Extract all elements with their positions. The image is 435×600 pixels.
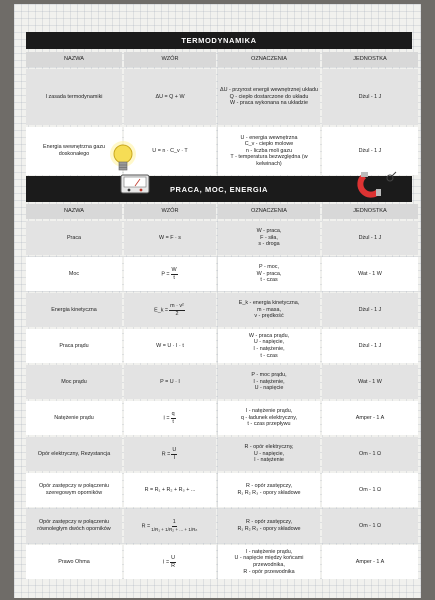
table-row <box>26 545 418 579</box>
denominator: t <box>173 274 175 281</box>
cell-formula: W = U · I · t <box>124 329 216 363</box>
cell-formula <box>124 545 216 579</box>
cell-notation: R - opór zastępczy, R₁ R₂ R₃ - opory składowe <box>218 473 320 507</box>
cell-unit: Om - 1 Ω <box>322 437 418 471</box>
col-header-name: NAZWA <box>26 204 122 219</box>
cell-notation: I - natężenie prądu, U - napięcie między końcami przewodnika, R - opór przewodnika <box>218 545 320 579</box>
cell-unit: Wat - 1 W <box>322 257 418 291</box>
table-row <box>26 509 418 543</box>
col-header-unit: JEDNOSTKA <box>322 52 418 67</box>
denominator: 1/R₁ + 1/R₂ + ... + 1/Rₙ <box>151 526 198 532</box>
formula-lhs: E_k = <box>154 307 169 314</box>
cell-notation: E_k - energia kinetyczna, m - masa, v - prędkość <box>218 293 320 327</box>
cell-name: Prawo Ohma <box>26 545 122 579</box>
table-row <box>26 257 418 291</box>
fraction <box>171 411 176 425</box>
cell-unit: Om - 1 Ω <box>322 473 418 507</box>
cell-unit: Amper - 1 A <box>322 401 418 435</box>
numerator: U <box>171 554 176 561</box>
cell-name: Praca <box>26 221 122 255</box>
cell-formula: ΔU = Q + W <box>124 69 216 125</box>
cell-formula: W = F · s <box>124 221 216 255</box>
denominator: 2 <box>175 310 179 317</box>
cell-notation: I - natężenie prądu, q - ładunek elektryczny, t - czas przepływu <box>218 401 320 435</box>
numerator: m · v² <box>170 302 184 309</box>
cell-notation: R - opór elektryczny, U - napięcie, I - natężenie <box>218 437 320 471</box>
cell-name: Moc prądu <box>26 365 122 399</box>
cell-formula <box>124 293 216 327</box>
numerator: 1 <box>172 518 176 525</box>
table-row <box>26 293 418 327</box>
formula-lhs: R = <box>161 451 171 458</box>
cell-formula <box>124 401 216 435</box>
table-row <box>26 473 418 507</box>
table-row <box>26 401 418 435</box>
cell-name: Energia kinetyczna <box>26 293 122 327</box>
col-header-formula: WZÓR <box>124 52 216 67</box>
notebook-page <box>14 4 421 598</box>
table-row <box>26 365 418 399</box>
work-power-energy-table <box>24 202 420 581</box>
numerator: W <box>171 266 177 273</box>
cell-unit: Dżul - 1 J <box>322 127 418 175</box>
cell-unit: Dżul - 1 J <box>322 69 418 125</box>
denominator: t <box>172 418 174 425</box>
cell-formula <box>124 509 216 543</box>
denominator: R <box>171 562 176 569</box>
cell-name: I zasada termodynamiki <box>26 69 122 125</box>
section-title-thermodynamics: TERMODYNAMIKA <box>26 32 412 49</box>
cell-unit: Dżul - 1 J <box>322 293 418 327</box>
cell-formula <box>124 257 216 291</box>
formula-lhs: I = <box>163 415 170 422</box>
cell-notation: W - praca prądu, U - napięcie, I - natężenie, t - czas <box>218 329 320 363</box>
fraction <box>169 303 185 317</box>
cell-notation: ΔU - przyrost energii wewnętrznej układu Q - ciepło dostarczone do układu W - praca wykonana na układzie <box>218 69 320 125</box>
cell-name: Moc <box>26 257 122 291</box>
col-header-name: NAZWA <box>26 52 122 67</box>
cell-unit: Wat - 1 W <box>322 365 418 399</box>
table-row <box>26 69 418 125</box>
denominator: I <box>173 454 176 461</box>
cell-name: Natężenie prądu <box>26 401 122 435</box>
table-row <box>26 221 418 255</box>
cell-name: Opór elektryczny, Rezystancja <box>26 437 122 471</box>
fraction <box>151 519 197 533</box>
numerator: U <box>172 446 177 453</box>
cell-notation: R - opór zastępczy, R₁ R₂ R₃ - opory składowe <box>218 509 320 543</box>
col-header-notation: OZNACZENIA <box>218 204 320 219</box>
cell-formula: R = R₁ + R₂ + R₃ + ... <box>124 473 216 507</box>
magnet-icon <box>356 170 400 204</box>
formula-lhs: R = <box>141 523 151 530</box>
col-header-unit: JEDNOSTKA <box>322 204 418 219</box>
cell-unit: Om - 1 Ω <box>322 509 418 543</box>
col-header-notation: OZNACZENIA <box>218 52 320 67</box>
cell-name: Opór zastępczy w połączeniu równoległym dwóch oporników <box>26 509 122 543</box>
section-title-work-power-energy: PRACA, MOC, ENERGIA <box>26 176 412 202</box>
thermodynamics-table <box>24 50 420 177</box>
table-row <box>26 127 418 175</box>
col-header-formula: WZÓR <box>124 204 216 219</box>
fraction <box>171 267 178 281</box>
cell-notation: P - moc prądu, I - natężenie, U - napięcie <box>218 365 320 399</box>
cell-formula: P = U · I <box>124 365 216 399</box>
cell-formula <box>124 437 216 471</box>
voltmeter-icon <box>120 174 150 196</box>
cell-formula: U = n · C_v · T <box>124 127 216 175</box>
cell-unit: Dżul - 1 J <box>322 221 418 255</box>
formula-lhs: I = <box>162 559 170 566</box>
cell-notation: W - praca, F - siła, s - droga <box>218 221 320 255</box>
table-row <box>26 437 418 471</box>
table-row <box>26 329 418 363</box>
cell-name: Energia wewnętrzna gazu doskonałego <box>26 127 122 175</box>
cell-unit: Dżul - 1 J <box>322 329 418 363</box>
cell-name: Opór zastępczy w połączeniu szeregowym oporników <box>26 473 122 507</box>
lightbulb-icon <box>108 140 138 178</box>
cell-notation: U - energia wewnętrzna C_v - ciepło molowe n - liczba moli gazu T - temperatura bezwzględna (w kelwinach) <box>218 127 320 175</box>
cell-notation: P - moc, W - praca, t - czas <box>218 257 320 291</box>
cell-unit: Amper - 1 A <box>322 545 418 579</box>
formula-lhs: P = <box>161 271 170 278</box>
fraction <box>171 447 177 461</box>
numerator: q <box>171 410 175 417</box>
cell-name: Praca prądu <box>26 329 122 363</box>
fraction <box>170 555 176 569</box>
